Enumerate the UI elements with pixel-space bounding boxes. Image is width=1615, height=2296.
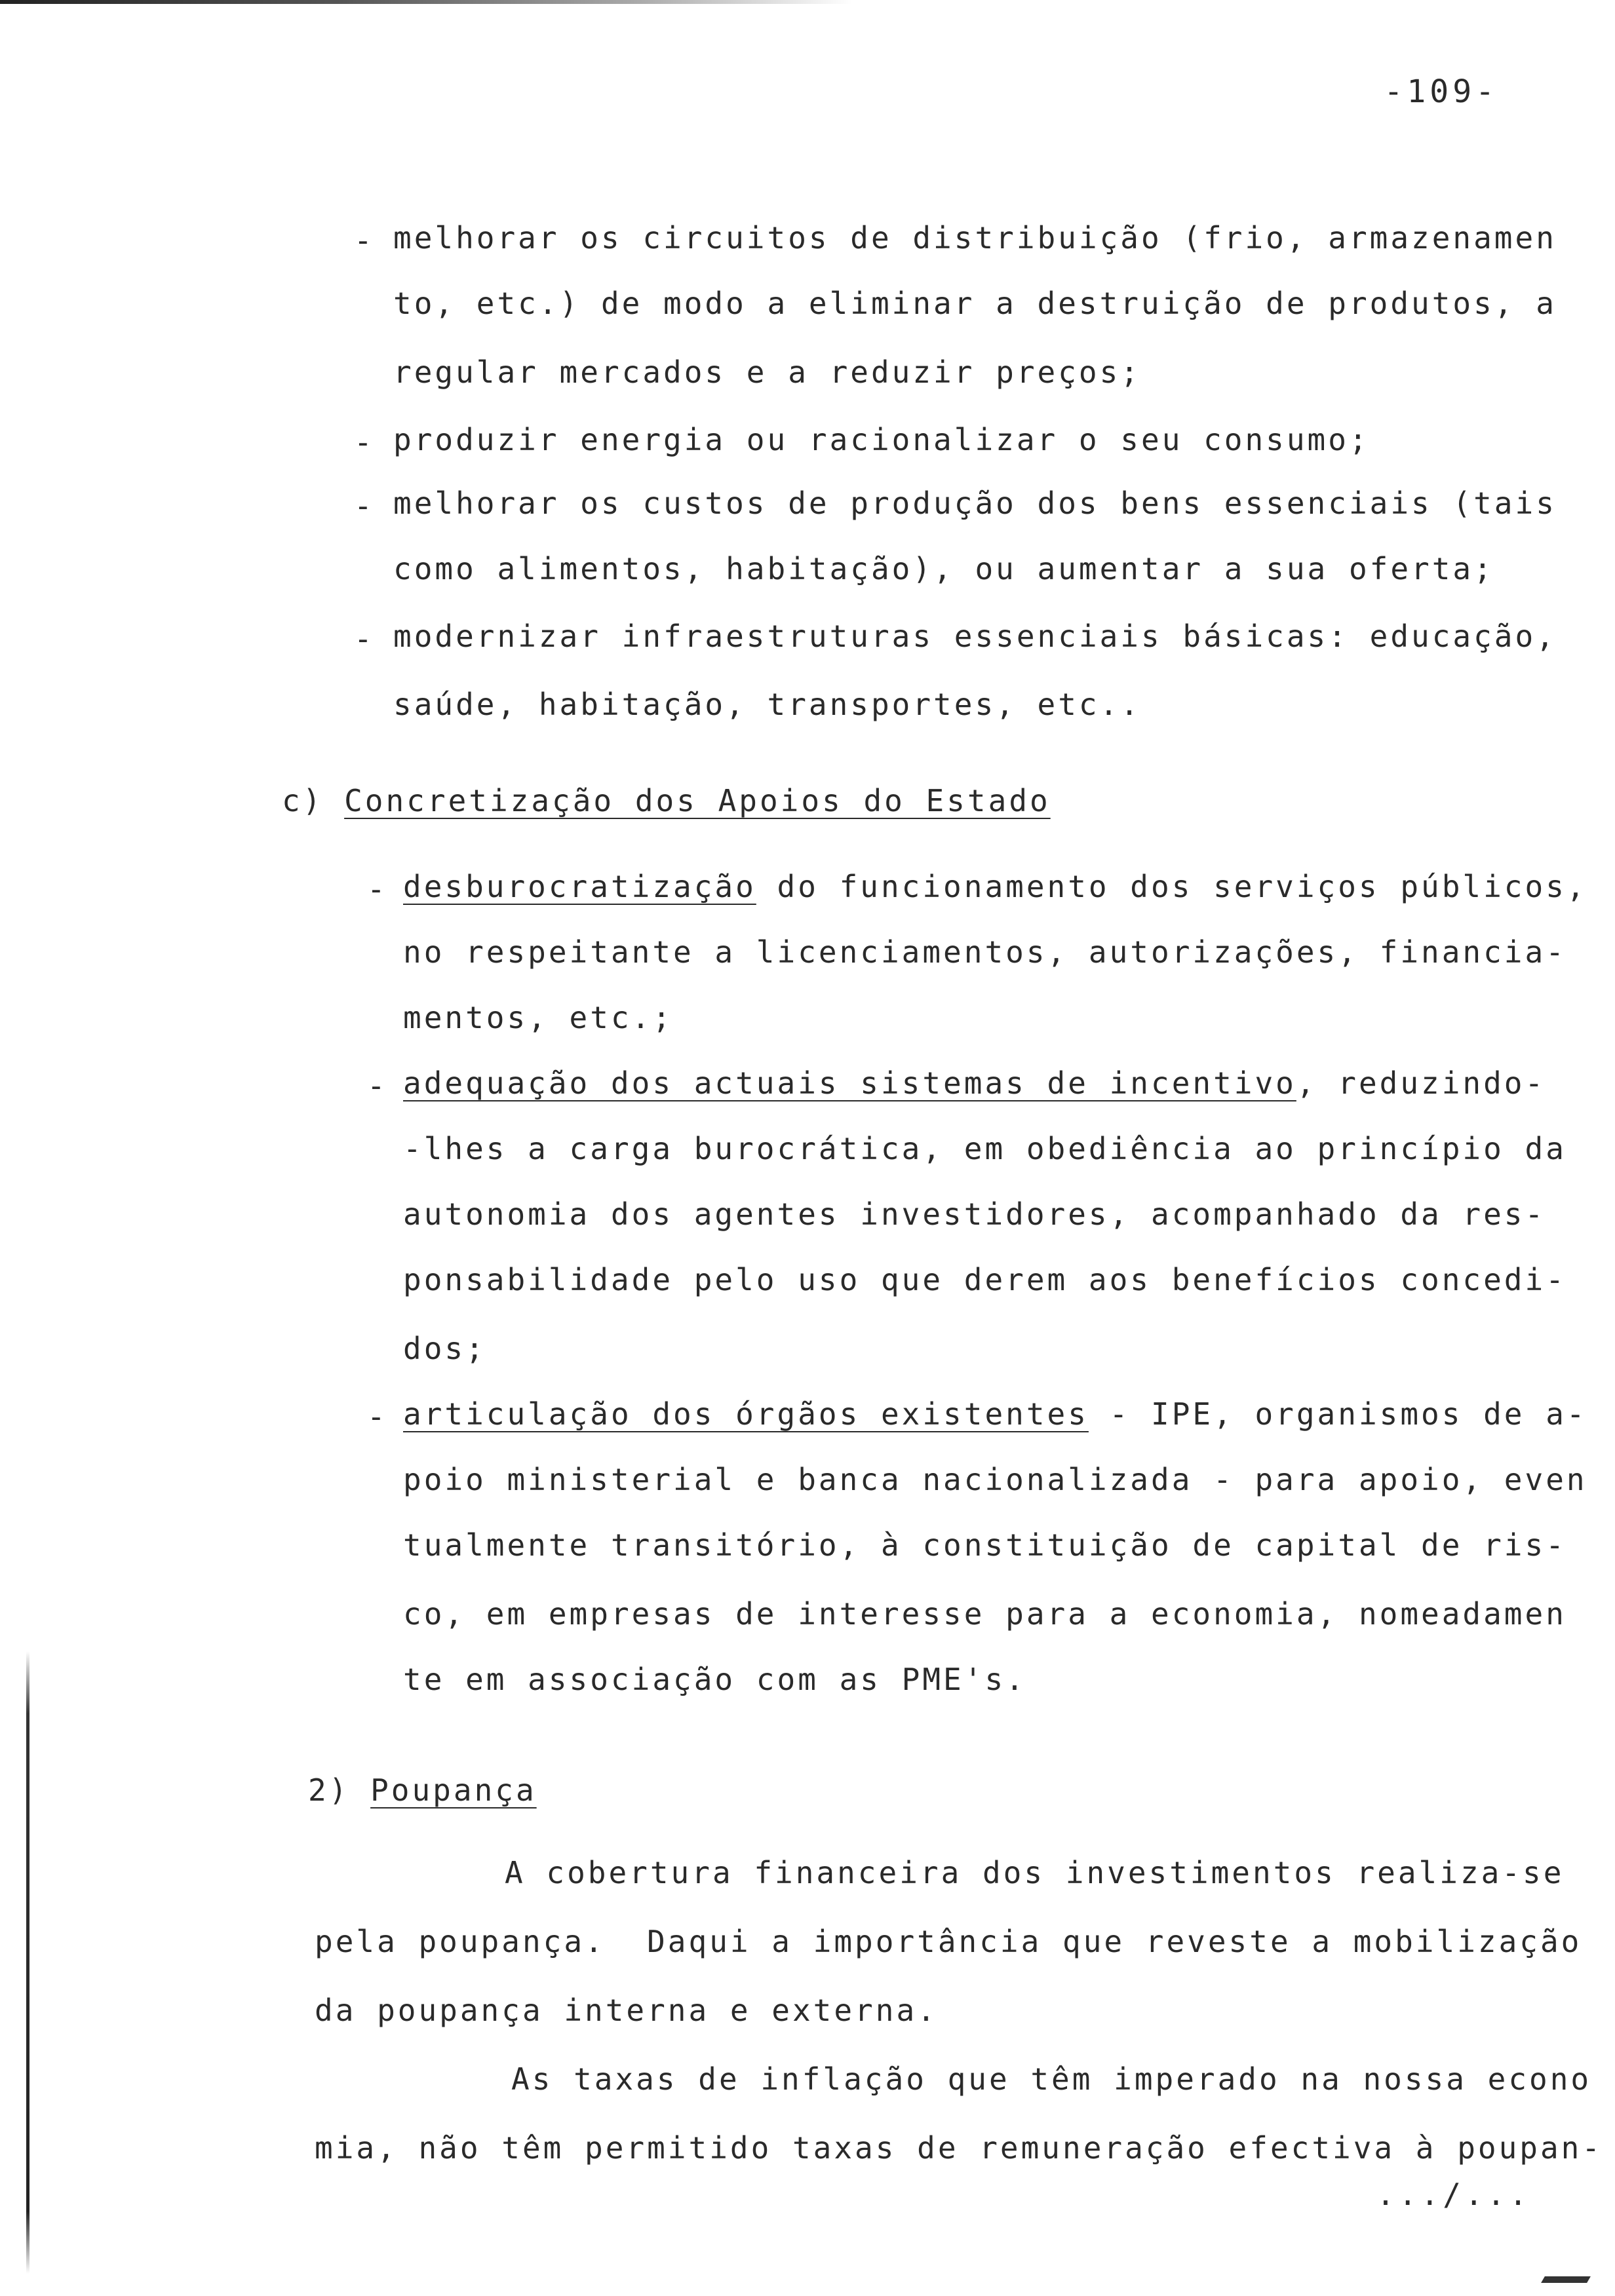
bullet-first-line: [403, 1065, 1546, 1101]
bullet-line: produzir energia ou racionalizar o seu consumo;: [393, 422, 1370, 457]
bullet-dash: -: [367, 1068, 385, 1103]
bullet-line: te em associação com as PME's.: [403, 1662, 1026, 1697]
scan-edge-left: [26, 1651, 29, 2274]
section-2-heading: [308, 1772, 537, 1808]
bullet-line: co, em empresas de interesse para a economia, nomeadamen: [403, 1596, 1566, 1632]
bullet-line: ponsabilidade pelo uso que derem aos benefícios concedi-: [403, 1262, 1566, 1297]
paragraph-line: mia, não têm permitido taxas de remuneração efectiva à poupan-: [315, 2130, 1603, 2166]
bullet-line: saúde, habitação, transportes, etc..: [393, 687, 1141, 722]
bullet-first-rest: do funcionamento dos serviços públicos,: [756, 869, 1587, 904]
bullet-first-rest: - IPE, organismos de a-: [1088, 1396, 1587, 1432]
bullet-dash: -: [367, 1399, 385, 1434]
bullet-line: -lhes a carga burocrática, em obediência ao princípio da: [403, 1131, 1566, 1166]
bullet-first-rest: , reduzindo-: [1296, 1065, 1546, 1101]
bullet-line: mentos, etc.;: [403, 1000, 674, 1035]
bullet-first-line: [403, 871, 1587, 902]
bullet-line: autonomia dos agentes investidores, acompanhado da res-: [403, 1196, 1546, 1232]
bullet-line: tualmente transitório, à constituição de capital de ris-: [403, 1527, 1566, 1563]
bullet-underlined-term: articulação dos órgãos existentes: [403, 1396, 1089, 1432]
bullet-dash: -: [354, 425, 372, 460]
bullet-dash: -: [354, 223, 372, 258]
section-2-label: 2): [308, 1772, 350, 1808]
bullet-line: como alimentos, habitação), ou aumentar a sua oferta;: [393, 551, 1494, 586]
scan-edge-top: [0, 0, 852, 4]
continuation-mark: .../...: [1376, 2177, 1531, 2212]
bullet-line: dos;: [403, 1331, 486, 1366]
section-c-heading: [282, 783, 1051, 818]
bullet-line: to, etc.) de modo a eliminar a destruição de produtos, a: [393, 286, 1557, 321]
bullet-dash: -: [354, 488, 372, 524]
section-c-label: c): [282, 783, 324, 818]
bullet-line: no respeitante a licenciamentos, autorizações, financia-: [403, 934, 1566, 970]
page-number: -109-: [1384, 73, 1498, 110]
bullet-dash: -: [354, 621, 372, 657]
bullet-line: poio ministerial e banca nacionalizada - para apoio, even: [403, 1462, 1587, 1497]
bullet-line: regular mercados e a reduzir preços;: [393, 354, 1141, 390]
bullet-first-line: [403, 1396, 1587, 1432]
bullet-line: modernizar infraestruturas essenciais básicas: educação,: [393, 619, 1557, 654]
bullet-dash: -: [367, 871, 385, 907]
paragraph-line: da poupança interna e externa.: [315, 1993, 938, 2028]
bullet-underlined-term: adequação dos actuais sistemas de incentivo: [403, 1065, 1296, 1101]
section-2-title: Poupança: [370, 1772, 537, 1808]
paragraph-line: pela poupança. Daqui a importância que reveste a mobilização: [315, 1924, 1582, 1959]
bullet-underlined-term: desburocratização: [403, 869, 756, 904]
paragraph-line: A cobertura financeira dos investimentos realiza-se: [505, 1855, 1565, 1890]
bullet-line: melhorar os custos de produção dos bens essenciais (tais: [393, 486, 1557, 521]
paragraph-line: As taxas de inflação que têm imperado na nossa econo: [511, 2061, 1592, 2097]
scan-corner-mark: [1541, 2276, 1591, 2283]
bullet-line: melhorar os circuitos de distribuição (frio, armazenamen: [393, 220, 1557, 256]
section-c-title: Concretização dos Apoios do Estado: [344, 783, 1051, 818]
